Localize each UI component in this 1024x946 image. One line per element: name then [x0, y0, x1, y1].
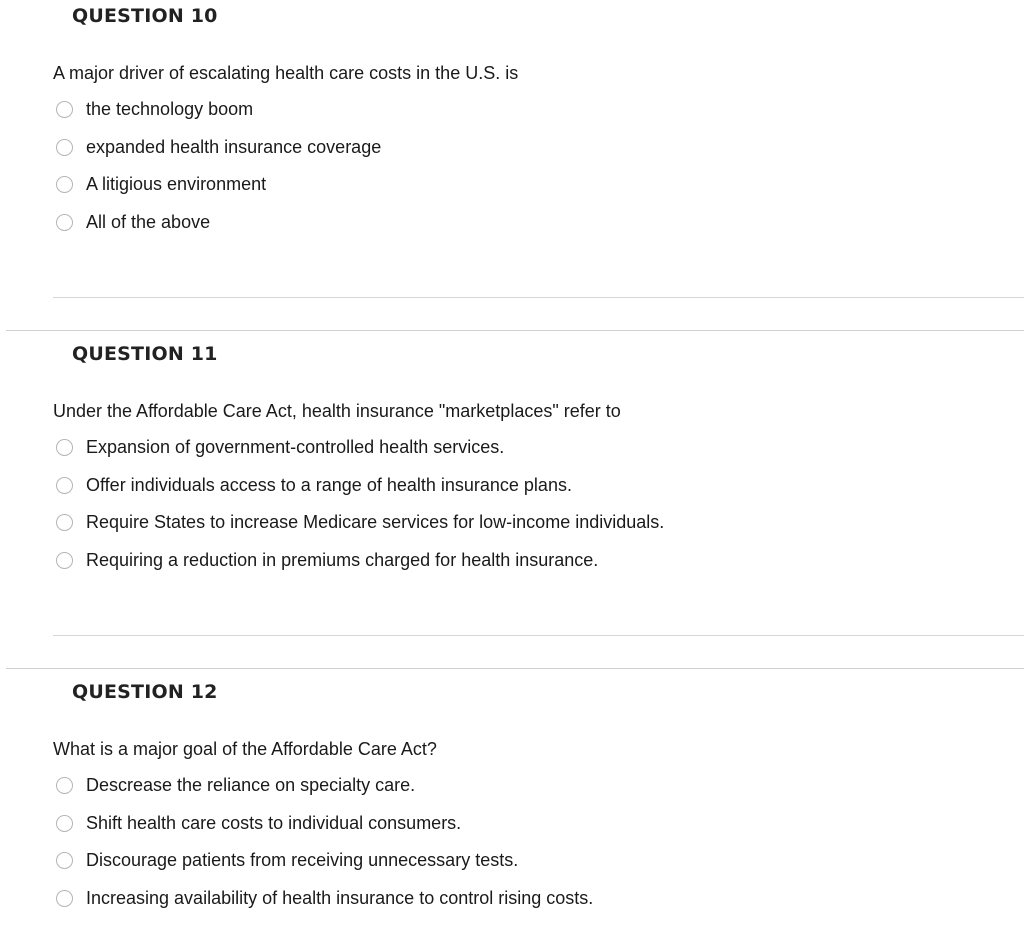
- answer-label: Offer individuals access to a range of health insurance plans.: [86, 474, 572, 495]
- answer-option[interactable]: [56, 548, 664, 586]
- radio-button[interactable]: [56, 815, 73, 832]
- answer-label: expanded health insurance coverage: [86, 136, 382, 157]
- answer-list: [56, 773, 593, 923]
- question-text: A major driver of escalating health care costs in the U.S. is: [53, 63, 519, 83]
- section-separator: [6, 668, 1024, 669]
- answer-option[interactable]: [56, 135, 381, 173]
- answer-option[interactable]: [56, 172, 381, 210]
- answer-label: Requiring a reduction in premiums charged for health insurance.: [86, 549, 599, 570]
- answer-list: [56, 97, 381, 247]
- answer-option[interactable]: [56, 773, 593, 811]
- question-heading: QUESTION 12: [72, 681, 218, 703]
- radio-button[interactable]: [56, 214, 73, 231]
- radio-button[interactable]: [56, 101, 73, 118]
- radio-button[interactable]: [56, 477, 73, 494]
- radio-button[interactable]: [56, 514, 73, 531]
- section-separator: [6, 330, 1024, 331]
- answer-option[interactable]: [56, 848, 593, 886]
- answer-label: All of the above: [86, 211, 211, 232]
- answer-option[interactable]: [56, 510, 664, 548]
- radio-button[interactable]: [56, 552, 73, 569]
- radio-button[interactable]: [56, 439, 73, 456]
- question-heading: QUESTION 11: [72, 343, 218, 365]
- answer-option[interactable]: [56, 210, 381, 248]
- answer-option[interactable]: [56, 811, 593, 849]
- question-text: What is a major goal of the Affordable Care Act?: [53, 739, 437, 759]
- answer-label: Descrease the reliance on specialty care.: [86, 775, 416, 795]
- answer-list: [56, 435, 664, 585]
- answer-label: Discourage patients from receiving unnecessary tests.: [86, 850, 519, 870]
- radio-button[interactable]: [56, 777, 73, 794]
- divider: [53, 635, 1024, 636]
- answer-label: Shift health care costs to individual consumers.: [86, 812, 462, 833]
- question-text: Under the Affordable Care Act, health insurance "marketplaces" refer to: [53, 401, 621, 421]
- radio-button[interactable]: [56, 139, 73, 156]
- answer-option[interactable]: [56, 886, 593, 924]
- answer-option[interactable]: [56, 435, 664, 473]
- answer-option[interactable]: [56, 97, 381, 135]
- answer-option[interactable]: [56, 473, 664, 511]
- question-heading: QUESTION 10: [72, 5, 218, 27]
- answer-label: Require States to increase Medicare services for low-income individuals.: [86, 512, 665, 532]
- answer-label: Increasing availability of health insurance to control rising costs.: [86, 887, 594, 908]
- answer-label: Expansion of government-controlled health services.: [86, 437, 505, 457]
- answer-label: the technology boom: [86, 99, 254, 119]
- radio-button[interactable]: [56, 852, 73, 869]
- divider: [53, 297, 1024, 298]
- answer-label: A litigious environment: [86, 174, 267, 194]
- radio-button[interactable]: [56, 176, 73, 193]
- radio-button[interactable]: [56, 890, 73, 907]
